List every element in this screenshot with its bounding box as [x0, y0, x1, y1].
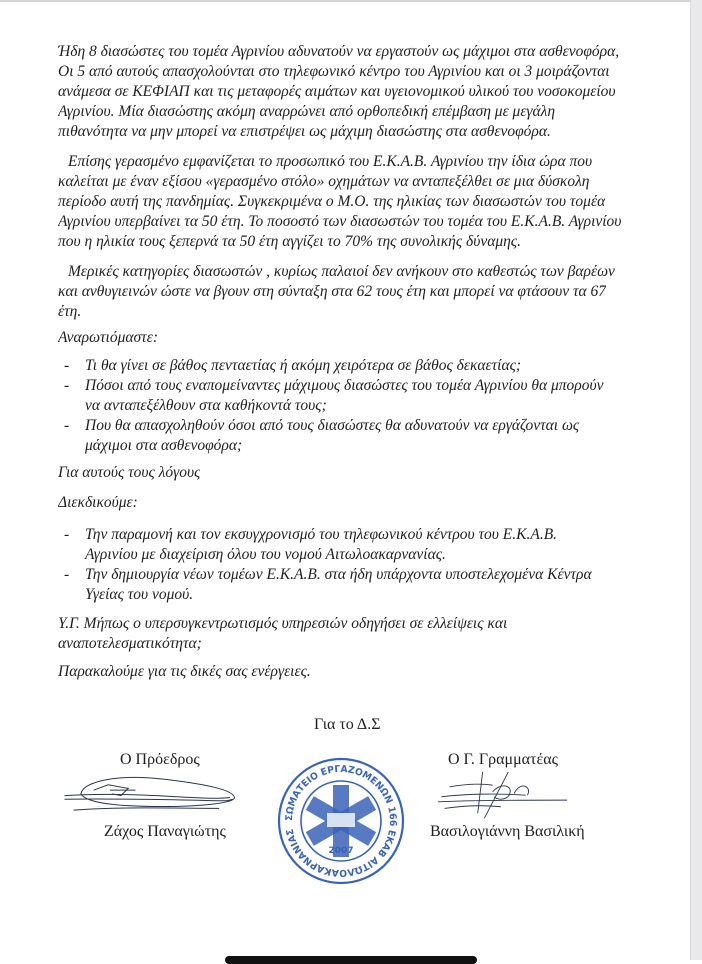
bullet-dash: -: [64, 357, 70, 374]
questions-heading: Αναρωτιόμαστε:: [58, 329, 158, 346]
text-line: Που θα απασχοληθούν όσοι από τους διασώστες θα αδυνατούν να εργάζονται ως: [85, 417, 580, 434]
list-item-text: [85, 416, 579, 456]
bullet-dash: -: [64, 566, 70, 583]
stamp-ring-text: ΣΩΜΑΤΕΙΟ ΕΡΓΑΖΟΜΕΝΩΝ 166 ΕΚΑΒ ΑΙΤΩΛΟΑΚΑΡΝΑΝΙΑΣ: [283, 763, 399, 879]
list-item: [58, 356, 521, 376]
text-line: που η ηλικία τους ξεπερνά τα 50 έτη αγγίζει το 70% της συνολικής δύναμης.: [58, 233, 521, 250]
text-line: Επίσης γερασμένο εμφανίζεται το προσωπικό του Ε.Κ.Α.Β. Αγρινίου την ίδια ώρα που: [68, 153, 593, 170]
president-signature: [55, 772, 265, 822]
page-edge-shadow: [690, 0, 702, 960]
list-item-text: [85, 356, 521, 376]
list-item: [58, 565, 592, 605]
bullet-dash: -: [64, 417, 70, 434]
president-name: Ζάχος Παναγιώτης: [104, 823, 226, 840]
text-line: Την παραμονή και τον εκσυγχρονισμό του τηλεφωνικού κέντρου του Ε.Κ.Α.Β.: [85, 526, 558, 543]
text-line: αναποτελεσματικότητα;: [58, 635, 202, 652]
list-item-text: [85, 565, 592, 605]
text-line: Αγρινίου υπερβαίνει τα 50 έτη. Το ποσοστό των διασωστών του τομέα του Ε.Κ.Α.Β. Αγρινίου: [58, 213, 622, 230]
text-line: Αγρινίου με διαχείριση όλου του νομού Αιτωλοακαρνανίας.: [85, 546, 446, 563]
stamp-year: 2007: [328, 846, 354, 856]
text-line: Πόσοι από τους εναπομείναντες μάχιμους διασώστες του τομέα Αγρινίου θα μπορούν: [85, 377, 604, 394]
text-line: έτη.: [58, 303, 82, 320]
secretary-name: Βασιλογιάννη Βασιλική: [430, 823, 585, 840]
text-line: Μερικές κατηγορίες διασωστών , κυρίως παλαιοί δεν ανήκουν στο καθεστώς των βαρέων: [68, 263, 615, 280]
list-item-text: [85, 525, 557, 565]
text-line: καλείται με έναν εξίσου «γερασμένο στόλο» οχημάτων να ανταπεξέλθει σε μια δύσκολη: [58, 173, 590, 190]
bullet-dash: -: [64, 526, 70, 543]
ambulance-icon: [327, 813, 355, 827]
text-line: να ανταπεξέλθουν στα καθήκοντά τους;: [85, 397, 327, 414]
text-line: Την δημιουργία νέων τομέων Ε.Κ.Α.Β. στα ήδη υπάρχοντα υποστελεχομένα Κέντρα: [85, 566, 592, 583]
list-item: [58, 416, 579, 456]
text-line: Υγείας του νομού.: [85, 586, 194, 603]
reasons-line: Για αυτούς τους λόγους: [58, 464, 201, 481]
text-line: Αγρινίου. Μία διασώστης ακόμη αναρρώνει από ορθοπεδική επέμβαση με μεγάλη: [58, 103, 556, 120]
president-title: Ο Πρόεδρος: [120, 751, 200, 768]
demands-heading: Διεκδικούμε:: [58, 494, 138, 511]
text-line: και ανθυγιεινών ώστε να βγουν στη σύνταξη στα 62 τους έτη και μπορεί να φτάσουν τα 67: [58, 283, 607, 300]
home-indicator: [225, 956, 477, 964]
board-label: Για το Δ.Σ: [314, 716, 381, 733]
secretary-signature: [420, 772, 590, 820]
bullet-dash: -: [64, 377, 70, 394]
association-stamp: [277, 757, 405, 885]
list-item: [58, 525, 557, 565]
text-line: Οι 5 από αυτούς απασχολούνται στο τηλεφωνικό κέντρο του Αγρινίου και οι 3 μοιράζονται: [58, 63, 610, 80]
secretary-title: Ο Γ. Γραμματέας: [448, 751, 558, 768]
text-line: Τι θα γίνει σε βάθος πενταετίας ή ακόμη χειρότερα σε βάθος δεκαετίας;: [85, 357, 522, 374]
text-line: ανάμεσα σε ΚΕΦΙΑΠ και τις μεταφορές αιμάτων και υγειονομικού υλικού του νοσοκομείου: [58, 83, 616, 100]
text-line: περίοδο αυτή της πανδημίας. Συγκεκριμένα ο Μ.Ο. της ηλικίας των διασωστών του τομέα: [58, 193, 606, 210]
text-line: Υ.Γ. Μήπως ο υπερσυγκεντρωτισμός υπηρεσιών οδηγήσει σε ελλείψεις και: [58, 615, 508, 632]
closing-line: Παρακαλούμε για τις δικές σας ενέργειες.: [58, 663, 311, 680]
text-line: πιθανότητα να μην μπορεί να επιστρέψει ως μάχιμη διασώστης στα ασθενοφόρα.: [58, 123, 551, 140]
page-top-border: [0, 0, 702, 2]
list-item-text: [85, 376, 603, 416]
list-item: [58, 376, 603, 416]
text-line: μάχιμοι στα ασθενοφόρα;: [85, 437, 243, 454]
text-line: Ήδη 8 διασώστες του τομέα Αγρινίου αδυνατούν να εργαστούν ως μάχιμοι στα ασθενοφόρα,: [58, 43, 620, 60]
